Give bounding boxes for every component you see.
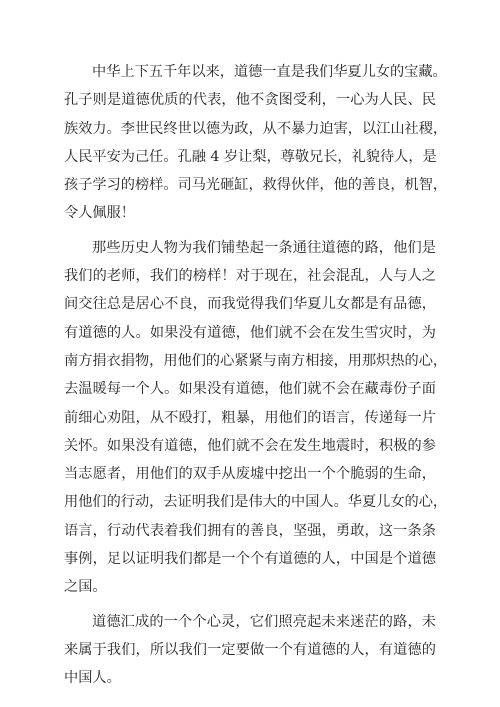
text-line: 那些历史人物为我们铺垫起一条通往道德的路，他们是 [92, 239, 436, 256]
document-body [64, 58, 448, 699]
text-line: 之国。 [64, 579, 107, 596]
text-line: 中华上下五千年以来，道德一直是我们华夏儿女的宝藏。 [92, 64, 447, 80]
text-line: 去温暖每一个人。如果没有道德，他们就不会在藏毒份子面 [64, 381, 436, 398]
text-line: 人民平安为己任。孔融 4 岁让梨，尊敬兄长，礼貌待人，是 [64, 148, 437, 165]
text-line: 中国人。 [64, 670, 121, 687]
text-line: 来属于我们，所以我们一定要做一个有道德的人，有道德的 [64, 641, 436, 658]
text-line: 关怀。如果没有道德，他们就不会在发生地震时，积极的参 [64, 437, 436, 454]
text-line: 前细心劝阻，从不殴打，粗暴，用他们的语言，传递每一片 [64, 409, 436, 426]
text-line: 孩子学习的榜样。司马光砸缸，救得伙伴，他的善良，机智， [64, 177, 448, 194]
text-line: 间交往总是居心不良，而我觉得我们华夏儿女都是有品德， [64, 296, 436, 313]
text-line: 用他们的行动，去证明我们是伟大的中国人。华夏儿女的心， [64, 494, 448, 511]
text-line: 当志愿者，用他们的双手从废墟中挖出一个个脆弱的生命， [64, 466, 436, 483]
text-line: 令人佩服！ [64, 205, 135, 222]
paragraph-1 [64, 58, 448, 228]
text-line: 事例，足以证明我们都是一个个有道德的人，中国是个道德 [64, 551, 436, 568]
text-line: 有道德的人。如果没有道德，他们就不会在发生雪灾时，为 [64, 324, 436, 341]
text-line: 孔子则是道德优质的代表，他不贪图受利，一心为人民、民 [64, 92, 436, 109]
text-line: 南方捐衣捐物，用他们的心紧紧与南方相接，用那炽热的心， [64, 352, 448, 369]
text-line: 族效力。李世民终世以德为政，从不暴力迫害，以江山社稷， [64, 120, 448, 137]
paragraph-2 [64, 234, 448, 602]
text-line: 我们的老师，我们的榜样！对于现在，社会混乱，人与人之 [64, 268, 436, 285]
paragraph-3 [64, 608, 436, 693]
text-line: 语言，行动代表着我们拥有的善良，坚强，勇敢，这一条条 [64, 522, 436, 539]
text-line: 道德汇成的一个个心灵，它们照亮起未来迷茫的路，未 [92, 613, 436, 630]
